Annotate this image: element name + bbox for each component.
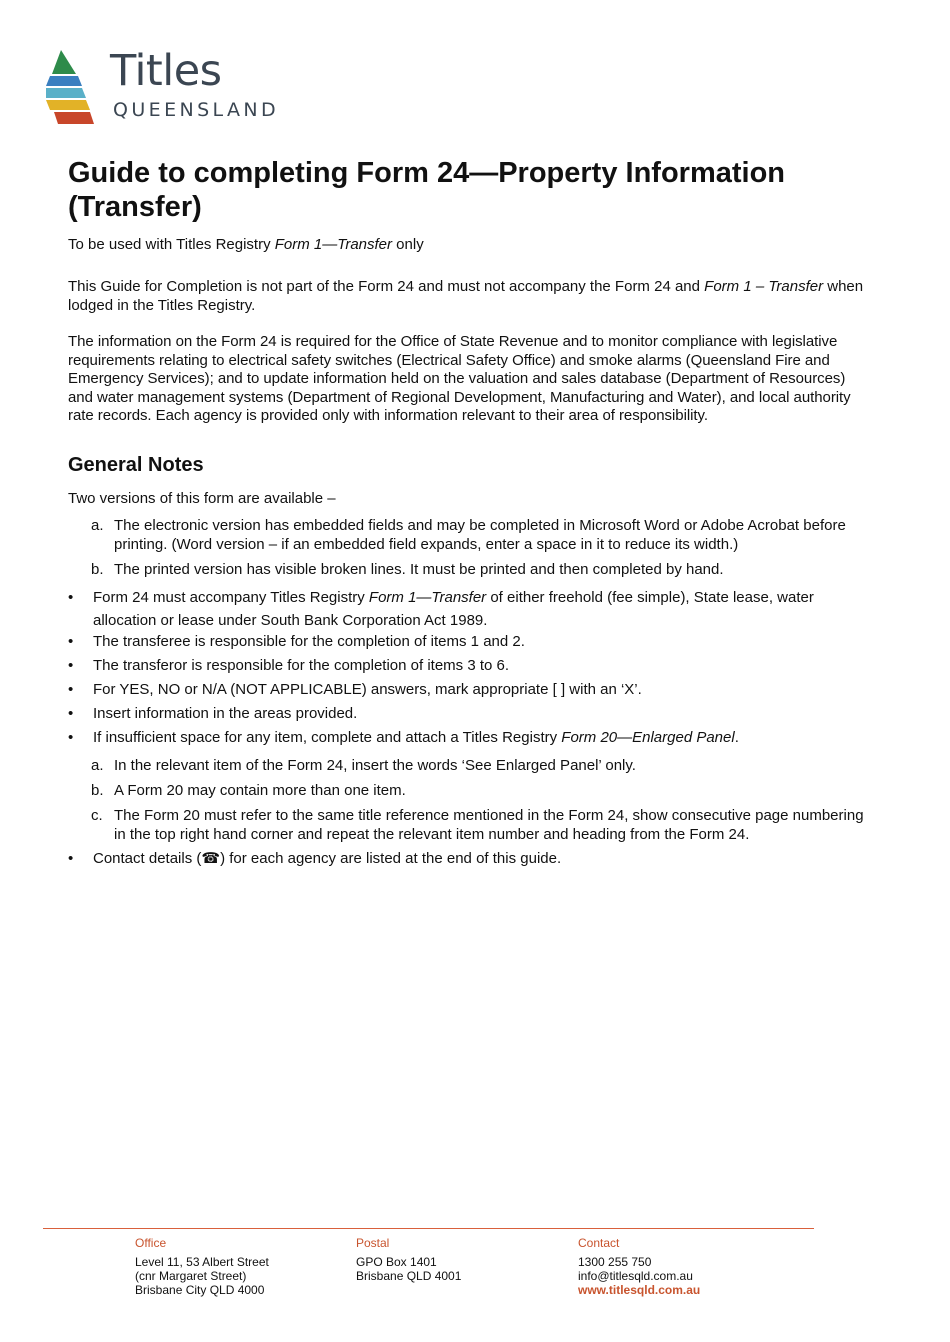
footer-website-link[interactable]: www.titlesqld.com.au bbox=[578, 1283, 701, 1297]
footer-divider bbox=[43, 1228, 814, 1229]
form-reference: Form 20—Enlarged Panel bbox=[561, 729, 735, 746]
bullet-item: • The transferor is responsible for the completion of items 3 to 6. bbox=[68, 657, 510, 674]
section-heading-general-notes: General Notes bbox=[68, 454, 204, 476]
titles-queensland-logo bbox=[44, 48, 304, 128]
list-item: a. In the relevant item of the Form 24, insert the words ‘See Enlarged Panel’ only. bbox=[91, 757, 636, 774]
list-item: b. A Form 20 may contain more than one item. bbox=[91, 782, 406, 799]
footer-phone: 1300 255 750 bbox=[578, 1255, 652, 1269]
logo-wordmark: Titles bbox=[110, 46, 222, 96]
bullet-item: • If insufficient space for any item, complete and attach a Titles Registry Form 20—Enlarged Panel. bbox=[68, 729, 739, 746]
form-reference: Form 1—Transfer bbox=[368, 589, 487, 606]
list-item: b. The printed version has visible broken lines. It must be printed and then completed by hand. bbox=[91, 561, 724, 578]
intro-line: To be used with Titles Registry Form 1—Transfer only bbox=[68, 236, 424, 253]
bullet-item: • Form 24 must accompany Titles Registry Form 1—Transfer of either freehold (fee simple), State lease, water allocation or lease under South Bank Corporation Act 1989. bbox=[68, 589, 814, 629]
bullet-item: • Insert information in the areas provided. bbox=[68, 705, 358, 722]
bullet-item: • For YES, NO or N/A (NOT APPLICABLE) answers, mark appropriate [ ] with an ‘X’. bbox=[68, 681, 642, 698]
telephone-icon: ☎ bbox=[201, 850, 221, 867]
footer-contact-heading: Contact bbox=[578, 1236, 620, 1250]
footer-office: Office Level 11, 53 Albert Street (cnr Margaret Street) Brisbane City QLD 4000 bbox=[135, 1236, 269, 1297]
footer-contact bbox=[578, 1236, 700, 1297]
form-reference: Form 1—Transfer bbox=[274, 236, 393, 253]
footer-email-link[interactable]: info@titlesqld.com.au bbox=[578, 1269, 693, 1283]
footer-postal: Postal GPO Box 1401 Brisbane QLD 4001 bbox=[356, 1236, 462, 1283]
list-item: c. The Form 20 must refer to the same title reference mentioned in the Form 24, show consecutive page numbering in the top right hand corner and repeat the relevant item number and heading from the Form 24. bbox=[91, 807, 864, 843]
footer-postal-heading: Postal bbox=[356, 1236, 390, 1250]
form-reference: Form 1 – Transfer bbox=[704, 278, 824, 295]
bullet-item: • Contact details (☎) for each agency are listed at the end of this guide. bbox=[68, 850, 562, 867]
logo-mark-icon bbox=[44, 48, 104, 128]
versions-lead: Two versions of this form are available – bbox=[68, 490, 336, 507]
page-title: Guide to completing Form 24—Property Information (Transfer) bbox=[68, 157, 785, 223]
bullet-item: • The transferee is responsible for the completion of items 1 and 2. bbox=[68, 633, 525, 650]
logo-subtitle: QUEENSLAND bbox=[113, 99, 280, 121]
paragraph-guide-note: This Guide for Completion is not part of the Form 24 and must not accompany the Form 24 and Form 1 – Transfer when lodged in the Titles Registry. bbox=[68, 278, 864, 314]
paragraph-information-use: The information on the Form 24 is required for the Office of State Revenue and to monitor compliance with legislative requirements relating to electrical safety switches (Electrical Safety Office) and smoke alarms (Queensland Fire and Emergency Services); and to update information held on the valuation and sales database (Department of Resources) and water management systems (Department of Regional Development, Manufacturing and Water), and local authority rate records. Each agency is provided only with information relevant to their area of responsibility. bbox=[68, 333, 851, 424]
list-item: a. The electronic version has embedded fields and may be completed in Microsoft Word or Adobe Acrobat before printing. (Word version – if an embedded field expands, enter a space in it to reduce its width.) bbox=[91, 517, 846, 553]
footer-office-heading: Office bbox=[135, 1236, 167, 1250]
